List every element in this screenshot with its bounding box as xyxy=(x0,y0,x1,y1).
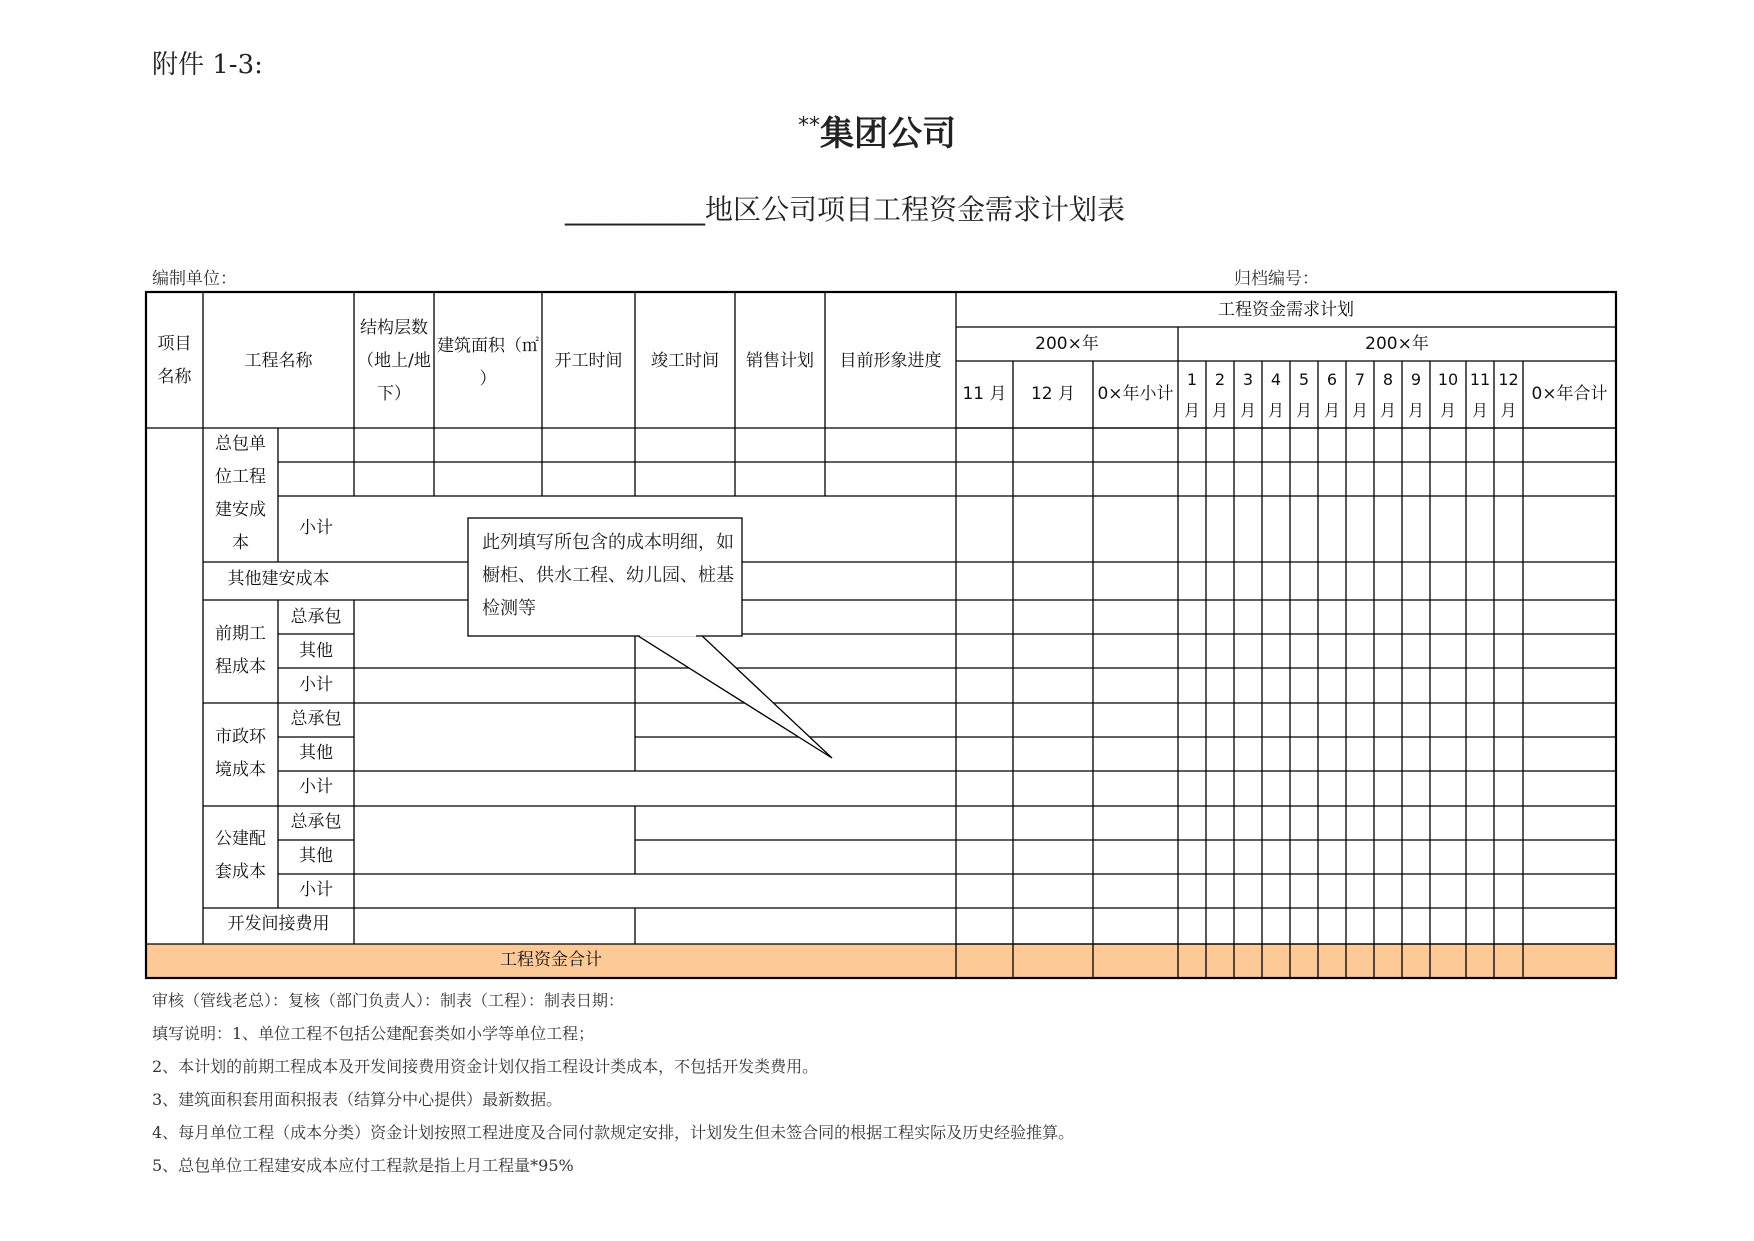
month-number: 4 xyxy=(1270,370,1282,389)
header-end-time: 竣工时间 xyxy=(651,351,719,371)
header-month-10-cell xyxy=(1430,364,1466,426)
month-unit: 月 xyxy=(1267,401,1284,420)
header-structure-line1: 结构层数 xyxy=(360,318,428,338)
compiler-label: 编制单位： xyxy=(152,269,237,289)
month-number: 2 xyxy=(1214,370,1226,389)
month-unit: 月 xyxy=(1239,401,1256,420)
note-5: 5、总包单位工程建安成本应付工程款是指上月工程量*95% xyxy=(152,1156,574,1175)
month-number: 6 xyxy=(1326,370,1338,389)
row-municipal-cost-line1: 市政环 xyxy=(215,727,266,747)
month-unit: 月 xyxy=(1211,401,1228,420)
row-municipal-general: 总承包 xyxy=(290,709,342,729)
row-general-cost-line2: 位工程 xyxy=(215,467,266,487)
month-unit: 月 xyxy=(1351,401,1368,420)
month-number: 3 xyxy=(1242,370,1254,389)
header-year1-subtotal: 0×年小计 xyxy=(1097,384,1174,404)
month-unit: 月 xyxy=(1183,401,1200,420)
footer-notes xyxy=(152,984,1074,1182)
header-month-9-cell xyxy=(1402,364,1430,426)
row-municipal-other: 其他 xyxy=(299,743,333,763)
month-number: 10 xyxy=(1437,370,1459,389)
month-unit: 月 xyxy=(1500,401,1517,420)
header-structure xyxy=(354,312,434,411)
note-4: 4、每月单位工程（成本分类）资金计划按照工程进度及合同付款规定安排，计划发生但未签合同的根据工程实际及历史经验推算。 xyxy=(152,1123,1075,1142)
header-year1: 200×年 xyxy=(1035,334,1099,354)
row-public-cost-line2: 套成本 xyxy=(215,862,266,882)
form-title: __________地区公司项目工程资金需求计划表 xyxy=(565,193,1126,226)
month-unit: 月 xyxy=(1379,401,1396,420)
row-early-subtotal: 小计 xyxy=(299,675,333,695)
header-month-12-cell xyxy=(1494,364,1523,426)
header-month-4-cell xyxy=(1262,364,1290,426)
header-month-12: 12 月 xyxy=(1030,384,1076,404)
header-progress: 目前形象进度 xyxy=(839,351,942,371)
attachment-label: 附件 1-3: xyxy=(152,50,263,80)
row-early-cost xyxy=(203,618,278,684)
month-unit: 月 xyxy=(1471,401,1488,420)
header-area-line2: ） xyxy=(479,369,497,389)
header-sales-plan: 销售计划 xyxy=(746,351,814,371)
month-unit: 月 xyxy=(1295,401,1312,420)
row-general-cost-line1: 总包单 xyxy=(215,434,266,454)
row-municipal-cost-line2: 境成本 xyxy=(215,760,266,780)
header-start-time: 开工时间 xyxy=(554,351,623,371)
header-month-11: 11 月 xyxy=(962,384,1007,404)
company-name: 集团公司 xyxy=(820,114,956,154)
month-number: 1 xyxy=(1186,370,1198,389)
row-general-subtotal: 小计 xyxy=(299,518,333,538)
header-structure-line2: （地上/地 xyxy=(357,351,431,371)
month-number: 11 xyxy=(1469,370,1491,389)
row-early-general: 总承包 xyxy=(290,607,342,627)
row-municipal-subtotal: 小计 xyxy=(299,777,333,797)
month-number: 8 xyxy=(1382,370,1394,389)
row-municipal-cost xyxy=(203,721,278,787)
header-month-1-cell xyxy=(1178,364,1206,426)
header-month-8-cell xyxy=(1374,364,1402,426)
header-month-2-cell xyxy=(1206,364,1234,426)
callout-pointer xyxy=(635,634,832,758)
header-month-11-cell xyxy=(1466,364,1494,426)
row-public-cost xyxy=(203,823,278,889)
header-project-name xyxy=(146,328,203,394)
note-3: 3、建筑面积套用面积报表（结算分中心提供）最新数据。 xyxy=(152,1090,563,1109)
month-number: 12 xyxy=(1498,370,1519,389)
header-project-name-line1: 项目 xyxy=(157,334,192,354)
month-unit: 月 xyxy=(1407,401,1424,420)
month-unit: 月 xyxy=(1439,401,1456,420)
header-month-6-cell xyxy=(1318,364,1346,426)
header-month-7-cell xyxy=(1346,364,1374,426)
note-signoff: 审核（管线老总）：复核（部门负责人）：制表（工程）：制表日期： xyxy=(152,991,625,1010)
row-indirect-cost: 开发间接费用 xyxy=(227,914,330,934)
month-unit: 月 xyxy=(1323,401,1340,420)
header-structure-line3: 下） xyxy=(377,384,411,404)
header-month-3-cell xyxy=(1234,364,1262,426)
company-stars: ** xyxy=(798,113,820,139)
header-year2: 200×年 xyxy=(1365,334,1429,354)
month-number: 5 xyxy=(1298,370,1310,389)
month-number: 9 xyxy=(1410,370,1422,389)
header-area xyxy=(434,330,542,396)
row-total: 工程资金合计 xyxy=(500,950,602,970)
row-early-cost-line1: 前期工 xyxy=(215,624,266,644)
header-engineering-name: 工程名称 xyxy=(244,351,313,371)
row-general-cost xyxy=(203,428,278,560)
header-year2-total: 0×年合计 xyxy=(1531,384,1608,404)
row-general-cost-line4: 本 xyxy=(232,533,249,553)
header-project-name-line2: 名称 xyxy=(157,367,192,387)
note-2: 2、本计划的前期工程成本及开发间接费用资金计划仅指工程设计类成本，不包括开发类费用。 xyxy=(152,1057,819,1076)
row-public-cost-line1: 公建配 xyxy=(215,829,266,849)
row-public-subtotal: 小计 xyxy=(299,880,333,900)
header-month-5-cell xyxy=(1290,364,1318,426)
header-demand-plan: 工程资金需求计划 xyxy=(1218,300,1354,320)
archive-label: 归档编号： xyxy=(1234,269,1319,289)
note-1: 填写说明：1、单位工程不包括公建配套类如小学等单位工程； xyxy=(152,1024,595,1043)
row-general-cost-line3: 建安成 xyxy=(215,500,266,520)
row-public-other: 其他 xyxy=(299,846,333,866)
row-early-other: 其他 xyxy=(299,641,333,661)
month-number: 7 xyxy=(1354,370,1366,389)
row-early-cost-line2: 程成本 xyxy=(215,657,266,677)
header-area-line1: 建筑面积（㎡ xyxy=(437,336,539,356)
callout-note: 此列填写所包含的成本明细，如橱柜、供水工程、幼儿园、桩基检测等 xyxy=(482,532,734,619)
row-other-install: 其他建安成本 xyxy=(227,569,330,589)
row-public-general: 总承包 xyxy=(290,812,342,832)
